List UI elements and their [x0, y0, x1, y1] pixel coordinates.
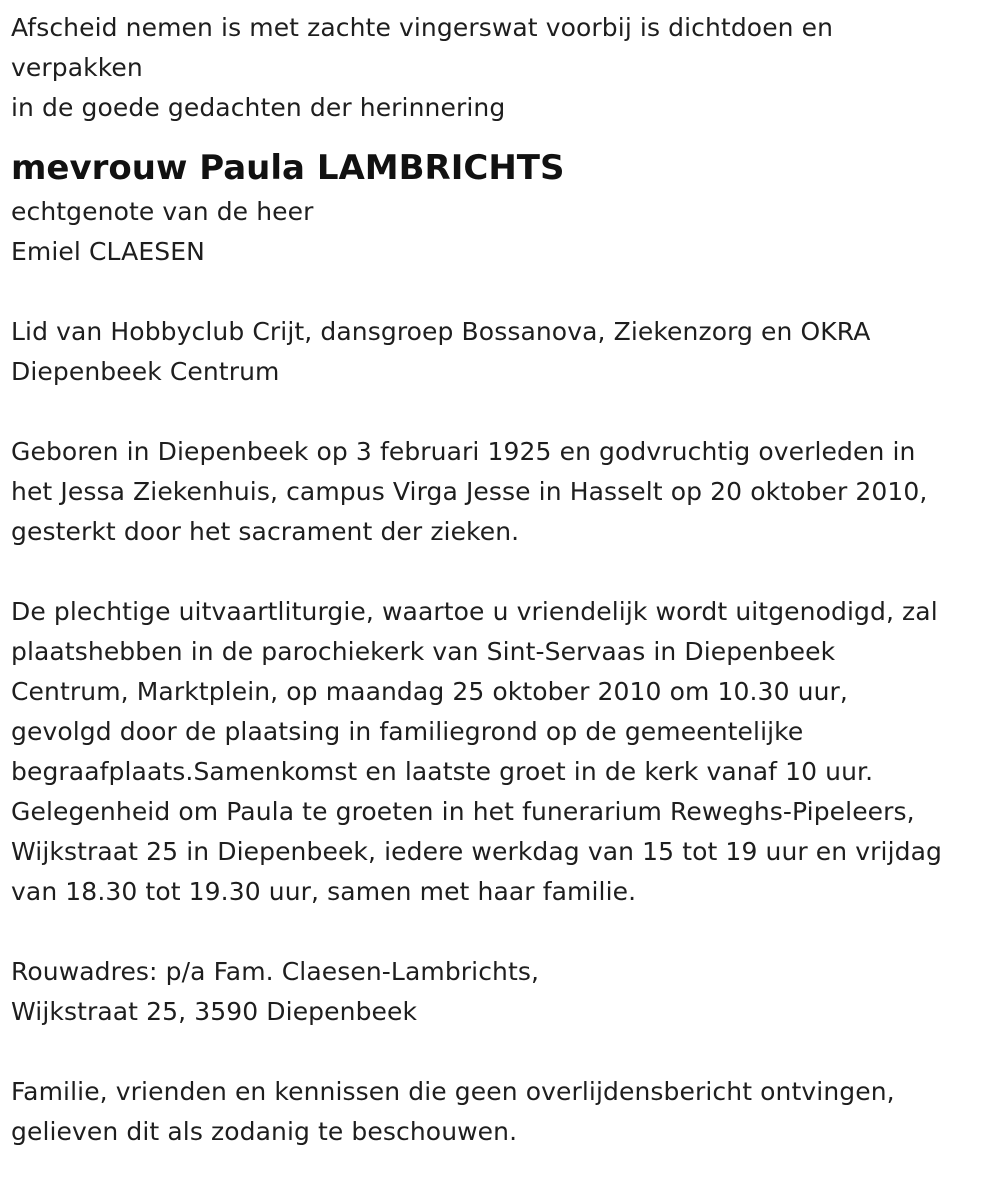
closing-note [11, 1072, 996, 1152]
funeral-line: gevolgd door de plaatsing in familiegrond op de gemeentelijke [11, 717, 804, 746]
membership-line: Diepenbeek Centrum [11, 357, 280, 386]
spacer [11, 1032, 996, 1072]
spacer [11, 272, 996, 312]
deceased-name: mevrouw Paula LAMBRICHTS [11, 148, 565, 188]
funeral-line: De plechtige uitvaartliturgie, waartoe u vriendelijk wordt uitgenodigd, zal [11, 597, 938, 626]
spouse-line: echtgenote van de heer [11, 197, 314, 226]
closing-line: Familie, vrienden en kennissen die geen overlijdensbericht ontvingen, [11, 1077, 895, 1106]
spacer [11, 392, 996, 432]
spacer [11, 552, 996, 592]
funeral-line: Gelegenheid om Paula te groeten in het funerarium Reweghs-Pipeleers, [11, 797, 915, 826]
membership-line: Lid van Hobbyclub Crijt, dansgroep Bossanova, Ziekenzorg en OKRA [11, 317, 871, 346]
spacer [11, 912, 996, 952]
funeral-line: van 18.30 tot 19.30 uur, samen met haar familie. [11, 877, 637, 906]
birth-death-line: Geboren in Diepenbeek op 3 februari 1925 en godvruchtig overleden in [11, 437, 916, 466]
birth-death-info [11, 432, 996, 552]
intro-line: verpakken [11, 53, 143, 82]
membership-info [11, 312, 996, 392]
birth-death-line: gesterkt door het sacrament der zieken. [11, 517, 520, 546]
address-line: Wijkstraat 25, 3590 Diepenbeek [11, 997, 418, 1026]
intro-line: Afscheid nemen is met zachte vingerswat voorbij is dichtdoen en [11, 13, 834, 42]
funeral-line: plaatshebben in de parochiekerk van Sint-Servaas in Diepenbeek [11, 637, 836, 666]
intro-line: in de goede gedachten der herinnering [11, 93, 506, 122]
funeral-line: begraafplaats.Samenkomst en laatste groet in de kerk vanaf 10 uur. [11, 757, 874, 786]
funeral-info [11, 592, 996, 912]
address-line: Rouwadres: p/a Fam. Claesen-Lambrichts, [11, 957, 540, 986]
funeral-line: Wijkstraat 25 in Diepenbeek, iedere werkdag van 15 tot 19 uur en vrijdag [11, 837, 943, 866]
birth-death-line: het Jessa Ziekenhuis, campus Virga Jesse in Hasselt op 20 oktober 2010, [11, 477, 928, 506]
funeral-line: Centrum, Marktplein, op maandag 25 oktober 2010 om 10.30 uur, [11, 677, 848, 706]
mourning-address [11, 952, 996, 1032]
intro-verse [11, 8, 996, 128]
closing-line: gelieven dit als zodanig te beschouwen. [11, 1117, 518, 1146]
spouse-line: Emiel CLAESEN [11, 237, 205, 266]
obituary-document [11, 8, 996, 1152]
spouse-info [11, 192, 996, 272]
